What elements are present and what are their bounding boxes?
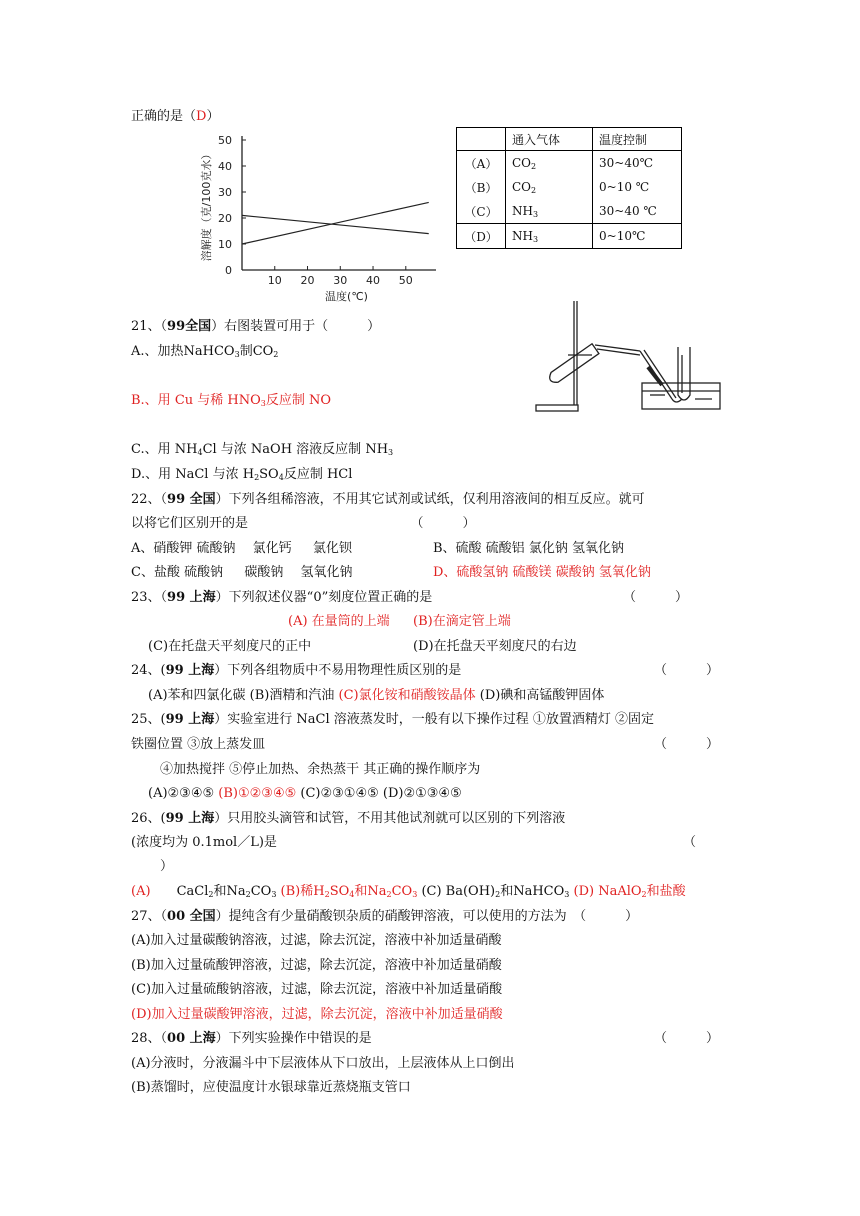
- table-cell: $CO_2$: [506, 151, 593, 176]
- q25-stem-cont: 铁圈位置 ③放上蒸发皿: [131, 737, 266, 752]
- solubility-chart: [190, 128, 450, 308]
- q23-stem: 23、（99 上海）下列叙述仪器“0”刻度位置正确的是: [131, 590, 433, 605]
- q23-option-c: (C)在托盘天平刻度尺的正中: [148, 639, 312, 654]
- table-cell: （A）: [457, 151, 506, 176]
- q21-option-c: C.、用 $NH_4Cl$ 与浓 NaOH 溶液反应制 $NH_3$: [131, 442, 394, 457]
- x-axis-label: 温度(℃): [325, 290, 368, 303]
- q21-option-d: D.、用 NaCl 与浓 $H_2SO_4$反应制 HCl: [131, 467, 353, 482]
- x-tick-label: 20: [300, 274, 315, 287]
- apparatus-figure: [530, 295, 730, 415]
- table-cell: 30~40℃: [593, 151, 682, 176]
- intro-line: 正确的是（D）: [131, 109, 220, 124]
- table-cell: （D）: [457, 224, 506, 249]
- q26-options: (A) CaCl$_2$和$Na_2CO_3$ (B)稀$H_2SO_4$和$Na_2CO_3$ (C) $Ba(OH)_2$和NaHCO$_3$ (D) NaAlO$_2$和盐酸: [131, 884, 686, 899]
- table-row: [457, 199, 682, 224]
- q22-option-d: D、硫酸氢钠 硫酸镁 碳酸钠 氢氧化钠: [433, 565, 651, 580]
- x-tick-label: 10: [267, 274, 282, 287]
- series-line-1: [242, 202, 429, 244]
- q24-options: (A)苯和四氯化碳 (B)酒精和汽油 (C)氯化铵和硝酸铵晶体 (D)碘和高锰酸钾固体: [148, 688, 605, 703]
- q22-option-c: C、盐酸 硫酸钠 碳酸钠 氢氧化钠: [131, 565, 353, 580]
- y-axis-label: 溶解度（克/100克水）: [200, 148, 213, 262]
- table-row: [457, 151, 682, 176]
- q28-option-a: (A)分液时，分液漏斗中下层液体从下口放出，上层液体从上口倒出: [131, 1056, 515, 1071]
- gas-temperature-table: [456, 127, 682, 249]
- table-row: [457, 175, 682, 199]
- q25-stem-cont2: ④加热搅拌 ⑤停止加热、余热蒸干 其正确的操作顺序为: [160, 762, 481, 777]
- x-tick-label: 40: [366, 274, 381, 287]
- y-tick-label: 0: [225, 264, 232, 277]
- q21-stem: 21、（99全国）右图装置可用于（ ）: [131, 319, 381, 334]
- table-cell: 30~40 ℃: [593, 199, 682, 224]
- q22-stem: 22、（99 全国）下列各组稀溶液，不用其它试剂或试纸，仅利用溶液间的相互反应。就可: [131, 492, 645, 507]
- q22-option-a: A、硝酸钾 硫酸钠 氯化钙 氯化钡: [131, 541, 352, 556]
- q23-option-b: (B)在滴定管上端: [413, 614, 511, 629]
- q25-options: (A)②③④⑤ (B)①②③④⑤ (C)②③①④⑤ (D)②①③④⑤: [148, 786, 462, 801]
- q28-answer-paren: （ ）: [654, 1031, 720, 1046]
- table-header-cell: [457, 128, 506, 151]
- q28-stem: 28、（00 上海）下列实验操作中错误的是: [131, 1031, 372, 1046]
- y-tick-label: 40: [218, 160, 232, 173]
- table-row: [457, 224, 682, 249]
- q22-option-b: B、硫酸 硫酸铝 氯化钠 氢氧化钠: [433, 541, 624, 556]
- q21-option-a: A.、加热NaHCO$_3$制$CO_2$: [131, 344, 279, 359]
- y-tick-label: 50: [218, 134, 232, 147]
- q26-stem-cont: (浓度均为 0.1mol／L)是: [131, 835, 277, 850]
- x-tick-label: 50: [398, 274, 413, 287]
- table-cell: （C）: [457, 199, 506, 224]
- q27-option-a: (A)加入过量碳酸钠溶液，过滤，除去沉淀，溶液中补加适量硝酸: [131, 933, 502, 948]
- q27-option-b: (B)加入过量硫酸钾溶液，过滤，除去沉淀，溶液中补加适量硝酸: [131, 958, 502, 973]
- q27-stem: 27、（00 全国）提纯含有少量硝酸钡杂质的硝酸钾溶液，可以使用的方法为 （ ）: [131, 909, 639, 924]
- q26-paren-open: （: [683, 835, 697, 850]
- q23-option-a: (A) 在量筒的上端: [288, 614, 390, 629]
- y-tick-label: 20: [218, 212, 232, 225]
- q27-option-c: (C)加入过量硫酸钠溶液，过滤，除去沉淀，溶液中补加适量硝酸: [131, 982, 503, 997]
- y-tick-label: 30: [218, 186, 232, 199]
- q25-answer-paren: （ ）: [654, 737, 720, 752]
- q26-paren-close: ）: [160, 859, 174, 874]
- table-cell: 0~10 ℃: [593, 175, 682, 199]
- q23-answer-paren: （ ）: [623, 590, 689, 605]
- y-tick-label: 10: [218, 238, 232, 251]
- table-cell: $CO_2$: [506, 175, 593, 199]
- table-cell: （B）: [457, 175, 506, 199]
- table-header-cell: 温度控制: [593, 128, 682, 151]
- table-header-row: [457, 128, 682, 151]
- table-header-cell: 通入气体: [506, 128, 593, 151]
- q28-option-b: (B)蒸馏时，应使温度计水银球靠近蒸烧瓶支管口: [131, 1080, 411, 1095]
- x-tick-label: 30: [333, 274, 348, 287]
- q22-stem-cont: 以将它们区别开的是 （ ）: [131, 516, 476, 531]
- q23-option-d: (D)在托盘天平刻度尺的右边: [413, 639, 577, 654]
- q24-stem: 24、(99 上海）下列各组物质中不易用物理性质区别的是: [131, 663, 462, 678]
- table-cell: 0~10℃: [593, 224, 682, 249]
- series-line-2: [242, 215, 429, 233]
- q26-stem: 26、(99 上海）只用胶头滴管和试管，不用其他试剂就可以区别的下列溶液: [131, 811, 566, 826]
- table-cell: $NH_3$: [506, 199, 593, 224]
- q25-stem: 25、(99 上海）实验室进行 NaCl 溶液蒸发时，一般有以下操作过程 ①放置酒精灯 ②固定: [131, 712, 655, 727]
- q27-option-d: (D)加入过量碳酸钾溶液，过滤，除去沉淀，溶液中补加适量硝酸: [131, 1007, 503, 1022]
- q21-option-b: B.、用 Cu 与稀 $HNO_3$反应制 NO: [131, 393, 332, 408]
- q24-answer-paren: （ ）: [654, 663, 720, 678]
- table-cell: $NH_3$: [506, 224, 593, 249]
